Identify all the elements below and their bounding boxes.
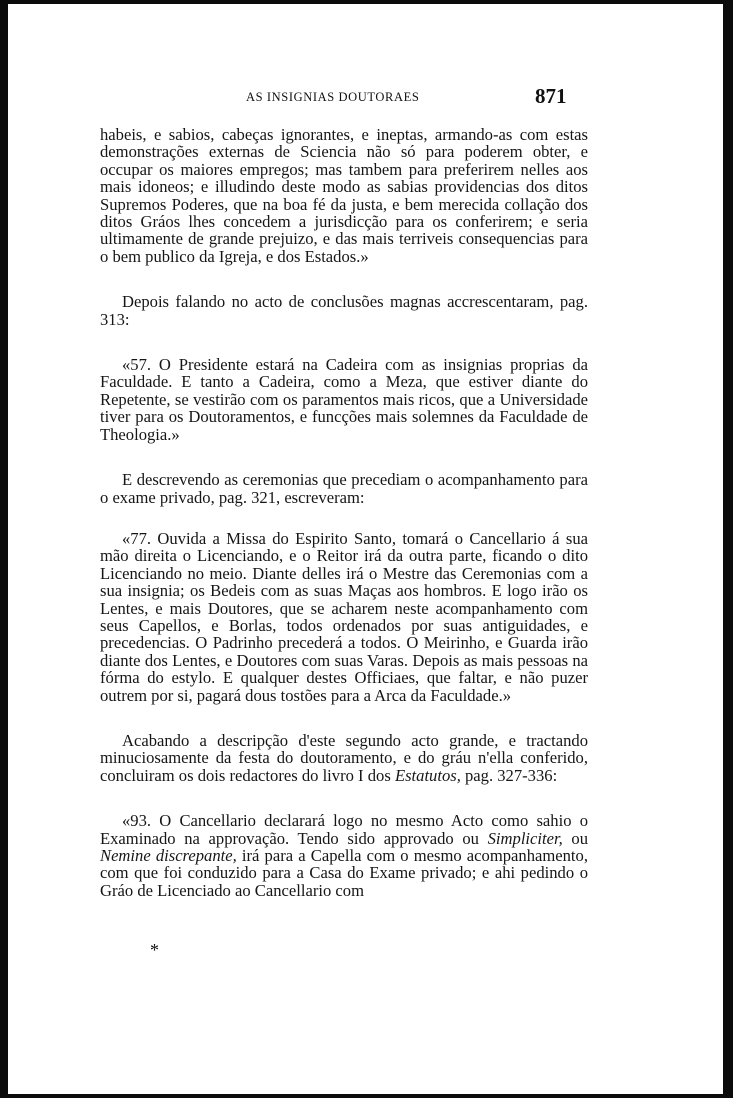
book-page [8, 4, 723, 1094]
page-header [8, 84, 723, 108]
paragraph-doutoramento [100, 732, 588, 784]
paragraph-conclusoes-magnas: Depois falando no acto de conclusões magnas accrescentaram, pag. 313: [100, 292, 588, 329]
paragraph-doutoramento-text: Acabando a descripção d'este segundo acto grande, e tractando minuciosamente da festa do doutoramento, e do gráu n'ella conferido, concluiram os dois redactores do livro I dos [100, 730, 588, 785]
page-body [100, 126, 588, 927]
quote-paragraph-77: «77. Ouvida a Missa do Espirito Santo, tomará o Cancellario á sua mão direita o Licenciando, e o Reitor irá da outra parte, ficando o dito Licenciando no meio. Diante delles irá o Mestre das Ceremonias com a sua insignia; os Bedeis com as suas Maças aos hombros. E logo irão os Lentes, e mais Doutores, que se acharem neste acompanhamento com seus Capellos, e Borlas, todos ordenados por suas antiguidades, e precedencias. O Padrinho precederá a todos. O Meirinho, e Guarda irão diante dos Lentes, e Doutores com suas Varas. Depois as mais pessoas na fórma do estylo. E qualquer destes Officiaes, que faltar, e não puzer outrem por si, pagará dous tostões para a Arca da Faculdade.» [100, 528, 588, 705]
footer-asterisk: * [150, 940, 159, 960]
quote-93-text-a: «93. O Cancellario declarará logo no mesmo Acto como sahio o Examinado na approvação. Tendo sido approvado ou [100, 811, 588, 848]
quote-paragraph-93 [100, 812, 588, 899]
paragraph-continuation: habeis, e sabios, cabeças ignorantes, e ineptas, armando-as com estas demonstrações externas de Sciencia não só para poderem obter, e occupar os maiores empregos; mas tambem para preferirem nelles aos mais idoneos; e illudindo deste modo as sabias providencias dos ditos Supremos Poderes, que na boa fé da justa, e bem merecida collação dos ditos Gráos lhes concedem a jurisdicção para os conferirem; e seria ultimamente de grande prejuizo, e das mais terriveis consequencias para o bem publico da Igreja, e dos Estados.» [100, 125, 588, 266]
estatutos-italic: Estatutos, [394, 765, 461, 785]
quote-93-text-b: ou [562, 828, 588, 848]
quote-paragraph-57: «57. O Presidente estará na Cadeira com as insignias proprias da Faculdade. E tanto a Cadeira, como a Meza, que estiver diante do Repetente, se vestirão com os paramentos mais ricos, que a Universidade tiver para os Doutoramentos, e funcções mais solemnes da Faculdade de Theologia.» [100, 355, 588, 444]
paragraph-doutoramento-ref: pag. 327-336: [460, 765, 558, 785]
simpliciter-italic: Simpliciter, [487, 828, 563, 848]
nemine-discrepante-italic: Nemine discrepante, [100, 846, 237, 865]
paragraph-exame-privado: E descrevendo as ceremonias que precediam o acompanhamento para o exame privado, pag. 321, escreveram: [100, 470, 588, 507]
page-number: 871 [535, 84, 567, 108]
running-title: AS INSIGNIAS DOUTORAES [246, 90, 420, 104]
quote-93-text-c: irá para a Capella com o mesmo acompanhamento, com que foi conduzido para a Casa do Exame privado; e ahi pedindo o Gráo de Licenciado ao Cancellario com [100, 846, 588, 900]
